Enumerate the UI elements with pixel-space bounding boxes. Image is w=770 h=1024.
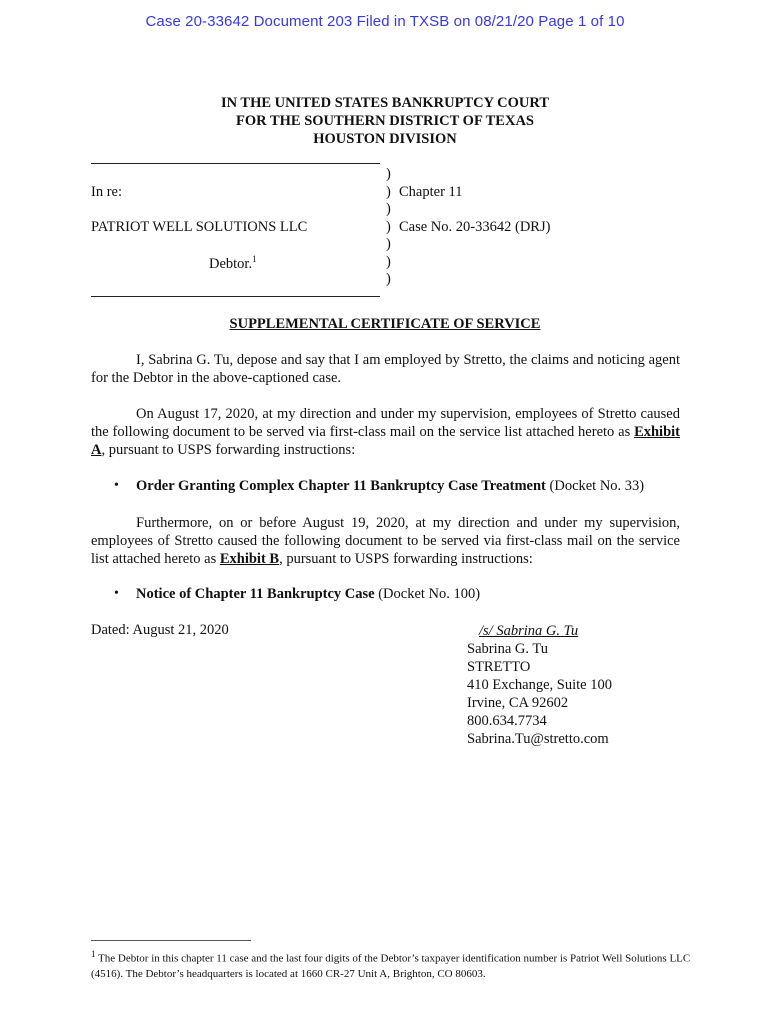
case-number: Case No. 20-33642 (DRJ) xyxy=(399,219,551,235)
caption-parens xyxy=(386,166,391,289)
footnote-number: 1 xyxy=(91,949,96,959)
debtor-label-text: Debtor. xyxy=(209,255,253,272)
paragraph-2 xyxy=(91,405,680,459)
paren: ) xyxy=(386,271,391,287)
debtor-name: PATRIOT WELL SOLUTIONS LLC xyxy=(91,219,308,235)
footnote-rule xyxy=(91,940,251,941)
debtor-label xyxy=(209,254,257,273)
paragraph-3-tail: , pursuant to USPS forwarding instructions: xyxy=(279,551,533,567)
signer-name: Sabrina G. Tu xyxy=(467,641,548,657)
in-re-label: In re: xyxy=(91,184,122,200)
footnote-text: The Debtor in this chapter 11 case and the last four digits of the Debtor’s taxpayer identification number is Patriot Well Solutions LLC (4516). The Debtor’s headquarters is located at 1660 CR-27 Unit A, Brighton, CO 80603. xyxy=(91,952,691,980)
paragraph-1-text: I, Sabrina G. Tu, depose and say that I am employed by Stretto, the claims and noticing agent for the Debtor in the above-captioned case. xyxy=(91,352,680,386)
signer-email: Sabrina.Tu@stretto.com xyxy=(467,731,609,747)
court-line-3: HOUSTON DIVISION xyxy=(313,131,457,147)
paren: ) xyxy=(386,218,391,235)
footnote-marker: 1 xyxy=(252,254,257,264)
bullet-1-symbol: • xyxy=(114,478,119,493)
paren: ) xyxy=(386,253,391,270)
paragraph-3 xyxy=(91,514,680,568)
paragraph-1 xyxy=(91,351,680,387)
bullet-2-bold: Notice of Chapter 11 Bankruptcy Case xyxy=(136,586,375,602)
paragraph-2-tail: , pursuant to USPS forwarding instructions: xyxy=(101,442,356,458)
paragraph-3-text: Furthermore, on or before August 19, 2020, at my direction and under my supervision, employees of Stretto caused the following document to be served via first-class mail on the service list attached hereto as xyxy=(91,515,680,567)
footnote xyxy=(91,947,691,982)
signature-line: /s/ Sabrina G. Tu xyxy=(479,623,579,639)
paren: ) xyxy=(386,236,391,252)
court-line-2: FOR THE SOUTHERN DISTRICT OF TEXAS xyxy=(235,113,534,129)
paragraph-2-text: On August 17, 2020, at my direction and under my supervision, employees of Stretto caused the following document to be served via first-class mail on the service list attached hereto as xyxy=(91,406,680,440)
chapter-label: Chapter 11 xyxy=(399,184,463,200)
bullet-1 xyxy=(136,478,644,495)
caption-top-rule xyxy=(91,163,380,164)
exhibit-b-ref: Exhibit B xyxy=(219,551,280,567)
bullet-1-bold: Order Granting Complex Chapter 11 Bankruptcy Case Treatment xyxy=(136,478,546,494)
bullet-2 xyxy=(136,586,480,603)
signer-address-2: Irvine, CA 92602 xyxy=(467,695,569,711)
document-title: SUPPLEMENTAL CERTIFICATE OF SERVICE xyxy=(229,316,541,332)
bullet-1-rest: (Docket No. 33) xyxy=(545,478,645,494)
paren: ) xyxy=(386,201,391,217)
signer-phone: 800.634.7734 xyxy=(467,713,547,729)
court-line-1: IN THE UNITED STATES BANKRUPTCY COURT xyxy=(220,95,550,111)
exhibit-a-ref: Exhibit A xyxy=(91,424,680,458)
paren: ) xyxy=(386,166,391,182)
caption-bottom-rule xyxy=(91,296,380,297)
bullet-2-rest: (Docket No. 100) xyxy=(374,586,481,602)
signer-address-1: 410 Exchange, Suite 100 xyxy=(467,677,612,693)
dated-line: Dated: August 21, 2020 xyxy=(91,622,229,638)
bullet-2-symbol: • xyxy=(114,586,119,601)
signature-block xyxy=(467,622,612,748)
court-heading xyxy=(0,94,770,148)
paren: ) xyxy=(386,183,391,200)
filing-stamp: Case 20-33642 Document 203 Filed in TXSB on 08/21/20 Page 1 of 10 xyxy=(145,13,625,30)
signer-company: STRETTO xyxy=(467,659,531,675)
